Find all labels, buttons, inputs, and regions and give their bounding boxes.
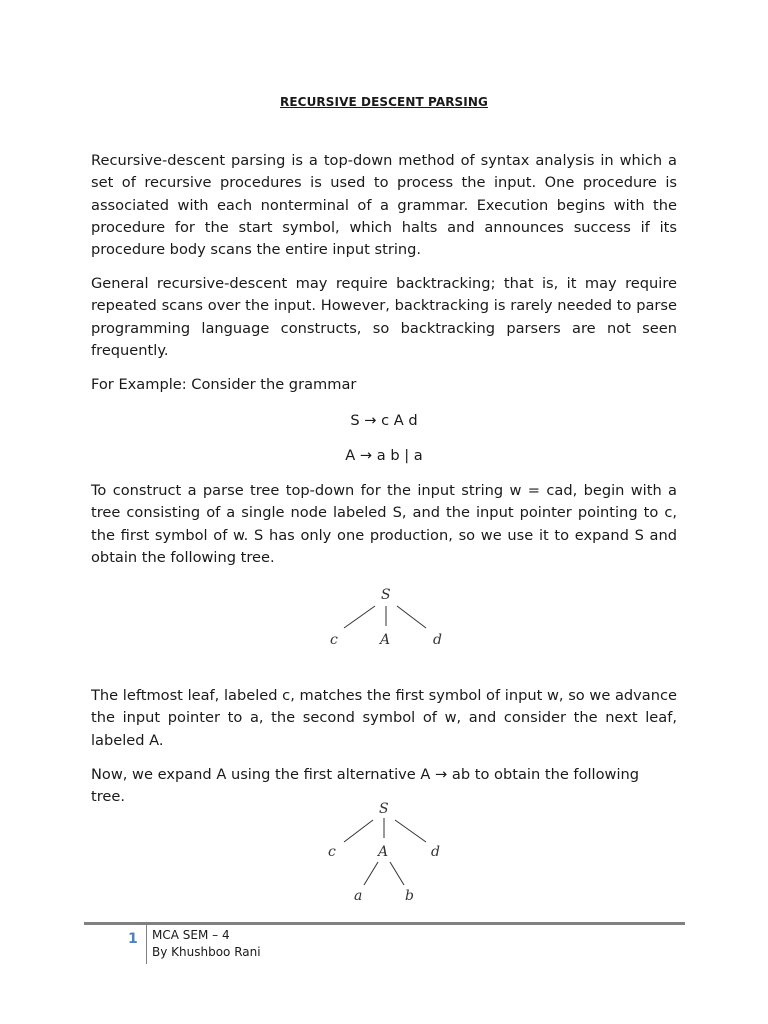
paragraph-backtracking: General recursive-descent may require backtracking; that is, it may require repeated scans over the input. However, backtracking is rarely needed to parse programming language constructs, so backtracking parsers are not seen frequently. xyxy=(91,275,677,359)
tree1-node-a: A xyxy=(380,632,391,648)
page-title: RECURSIVE DESCENT PARSING xyxy=(280,95,488,109)
paragraph-expand-a: Now, we expand A using the first alternative A → ab to obtain the following tree. xyxy=(91,766,640,806)
tree2-node-a: A xyxy=(378,844,389,860)
paragraph-intro: Recursive-descent parsing is a top-down method of syntax analysis in which a set of recursive procedures is used to process the input. One procedure is associated with each nonterminal of a grammar. Execution begins with the procedure for the start symbol, which halts and announces success if its procedure body scans the entire input string. xyxy=(91,152,677,259)
footer-course: MCA SEM – 4 xyxy=(152,928,230,942)
paragraph-construct: To construct a parse tree top-down for the input string w = cad, begin with a tree consisting of a single node labeled S, and the input pointer pointing to c, the first symbol of w. S has only one production, so we use it to expand S and obtain the following tree. xyxy=(91,482,677,566)
tree1-edge-right xyxy=(397,606,426,628)
tree2-edge-left xyxy=(344,820,373,842)
tree1-edge-left xyxy=(344,606,375,628)
footer-separator xyxy=(146,922,147,964)
paragraph-leftmost-leaf: The leftmost leaf, labeled c, matches the first symbol of input w, so we advance the input pointer to a, the second symbol of w, and consider the next leaf, labeled A. xyxy=(91,687,677,749)
parse-tree-2 xyxy=(320,798,450,908)
paragraph-example: For Example: Consider the grammar xyxy=(91,376,357,393)
tree2-node-root: S xyxy=(379,801,389,817)
page-number: 1 xyxy=(128,931,138,947)
tree1-node-root: S xyxy=(381,587,391,603)
parse-tree-1 xyxy=(320,584,450,654)
tree2-edge-right xyxy=(395,820,426,842)
grammar-rule-a: A → a b | a xyxy=(345,447,423,464)
tree2-edge-b xyxy=(390,862,404,885)
tree2-edge-a xyxy=(364,862,378,885)
grammar-rule-s: S → c A d xyxy=(350,412,418,429)
tree1-node-d: d xyxy=(433,632,442,648)
footer-author: By Khushboo Rani xyxy=(152,945,261,959)
tree2-node-c: c xyxy=(328,844,336,860)
tree2-node-d: d xyxy=(431,844,440,860)
tree1-node-c: c xyxy=(330,632,338,648)
tree2-node-leaf-b: b xyxy=(405,888,414,904)
tree2-node-leaf-a: a xyxy=(354,888,363,904)
footer-rule xyxy=(84,922,685,925)
